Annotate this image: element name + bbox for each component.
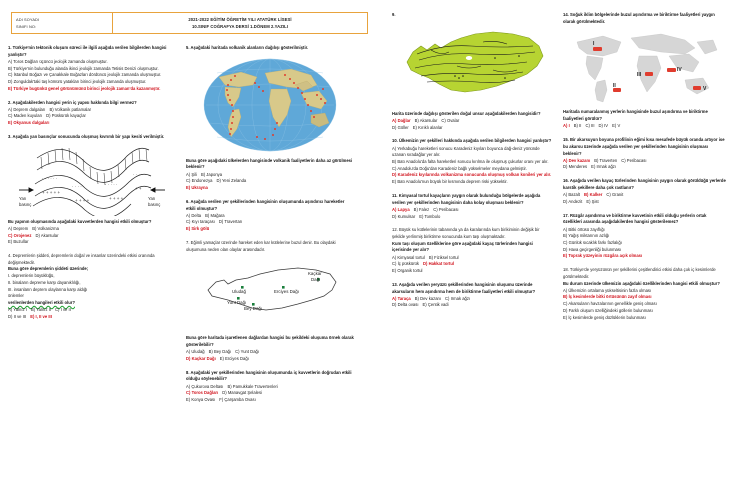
option[interactable]: C) Akarsuların havzalarının genellikle geniş olması [563, 301, 657, 307]
question-3 [8, 134, 176, 246]
option-selected[interactable]: C) Orojenez [8, 232, 32, 238]
option[interactable]: B) Falez [413, 206, 430, 212]
option-selected[interactable]: A) I [563, 123, 570, 129]
option[interactable]: E) V [612, 123, 621, 129]
question-18-lead: Bu durum üzerinde ülkemizin aşağıdaki özelliklerinden hangisi etkili olmuştur? [563, 280, 720, 286]
question-8 [186, 370, 354, 404]
option[interactable]: B) Yalnız II [30, 307, 52, 313]
question-2 [8, 100, 176, 127]
option[interactable]: B) Volkanik patlamalar [49, 106, 92, 112]
map-number-label: V [702, 86, 706, 93]
svg-text:+ + + + +: + + + + + [42, 189, 61, 195]
roman-item: III. insanların deprem olaylarına karşı aldığı [8, 286, 88, 292]
svg-text:basınç: basınç [148, 201, 161, 207]
question-17-options [563, 227, 726, 261]
svg-text:Yan: Yan [148, 195, 156, 201]
question-11 [392, 193, 552, 220]
svg-text:· · · ·: · · · · [133, 171, 143, 177]
question-5-followup: Buna göre aşağıdaki ülkelerden hangisinde volkanik faaliyetlerin daha az görülmesi beklenir? [186, 157, 353, 170]
name-field-label: ADI SOYADI [16, 17, 40, 23]
map-label: Yunt Dağı [227, 300, 247, 306]
page-gutter [374, 0, 388, 500]
question-16-options [563, 192, 726, 205]
option[interactable]: D) Göller [392, 124, 409, 130]
svg-text:basınç: basınç [19, 201, 32, 207]
question-7-stem: 7. Eğimli yamaçlar üzerinde hareket eden kar kütlelerine buzul denir. Bu olaydaki oluşumuna neden olan olaylar arasındadır. [186, 239, 336, 252]
question-4-lead: Buna göre depremlerin şiddeti üzerinde; [8, 266, 89, 272]
option[interactable]: D) Farklı oluşum özelliğindeki göllerin bulunması [563, 307, 653, 313]
svg-text:Yan: Yan [19, 195, 27, 201]
option[interactable]: A) Toros Dağları üçüncü jeolojik zamanda oluşmuştur. [8, 58, 108, 64]
question-15-options [563, 158, 726, 171]
question-2-stem: 2. Aşağıdakilerden hangisi yerin iç yapısı hakkında bilgi vermez? [8, 99, 137, 105]
world-numbered-map-svg [569, 28, 721, 106]
class-field-label: SINIFI NO: [16, 24, 37, 29]
roman-item: önlemler [8, 293, 24, 299]
option[interactable]: D) Travertan [218, 219, 243, 225]
map-number-label: II [612, 83, 616, 90]
option[interactable]: D) II ve III [8, 313, 27, 319]
question-8-options [186, 384, 354, 404]
question-14 [563, 12, 726, 130]
exam-title-line2: 10.SINIF COĞRAFYA DERSİ 1.DÖNEM 2.YAZILI [191, 24, 289, 29]
option-selected[interactable]: A) Lapya [392, 206, 410, 212]
question-6-options [186, 213, 354, 233]
question-12-lead: Kum taşı oluşum özelliklerine göre aşağıdaki kayaç türlerinden hangisi içerisinde yer alır? [392, 240, 533, 253]
svg-text:+ + + +: + + + + [109, 195, 124, 201]
question-13 [392, 282, 552, 309]
question-15-stem: 15. Bir akarsuyun boyuna profilinin eğimi kısa mesafede büyük oranda artıyor ise bu akarsu üzerinde aşağıda verilen yer şekillerinden hangisinin oluşması beklenir? [563, 137, 725, 156]
map-label: Kaçkar [308, 271, 322, 277]
option-selected[interactable]: E) Toprak yüzeyinin rüzgâra açık olması [563, 253, 643, 259]
option[interactable]: D) Kumulsar [392, 213, 416, 219]
option[interactable]: B) Bey Dağı [208, 349, 232, 355]
world-volcano-map-svg [195, 55, 345, 155]
question-7-options [186, 349, 354, 362]
question-16-stem: 16. Aşağıda verilen kayaç türlerinden hangisinin yaygın olarak görüldüğü yerlerde karstik şekillere daha çok rastlanır? [563, 178, 726, 190]
column-1 [8, 45, 176, 411]
option[interactable]: A) Ülkemizin ortalama yükseltisinin fazla olması [563, 287, 652, 293]
svg-text:+ + + +: + + + + [75, 197, 90, 203]
question-10-stem: 10. Ülkemizin yer şekilleri hakkında aşağıda verilen bilgilerden hangisi yanlıştır? [392, 138, 552, 144]
question-3-followup: Bu yapının oluşmasında aşağıdaki kuvvetlerden hangisi etkili olmuştur? [8, 218, 152, 224]
landmasses [577, 34, 717, 102]
question-4 [8, 253, 176, 321]
option[interactable]: A) Bitki örtüsü zayıflığı [563, 226, 605, 232]
fold-cross-section-svg [17, 144, 167, 216]
question-1 [8, 45, 176, 93]
left-page-columns [8, 45, 368, 411]
option-selected[interactable]: E) Sirk gölü [186, 226, 210, 232]
option[interactable]: E) Batı Anadolu'nun büyük bir kısmında deprem riski yüksektir. [392, 179, 508, 185]
option-selected[interactable]: E) Okyanus dalgaları [8, 120, 50, 126]
option-selected[interactable]: E) I, II ve III [30, 313, 52, 319]
option-selected[interactable]: C) Toros Dağları [186, 390, 219, 396]
option-selected[interactable]: D) Hakkat tortul [422, 261, 455, 267]
option[interactable]: A) Deprem [8, 225, 29, 231]
option[interactable]: B) Batı Anadolu'da falta hareketleri sonucu kırılma ile oluşmuş çukurlar oranı yer alır. [392, 159, 549, 165]
question-10 [392, 138, 552, 186]
option[interactable]: C) İç püskürük [392, 261, 419, 267]
option-selected[interactable]: B) Kalker [583, 192, 603, 198]
option[interactable]: D) Akarsular [35, 232, 59, 238]
question-3-stem: 3. Aşağıda yan basınçlar sonucunda oluşmuş kıvrımlı bir yapı kesiti verilmiştir. [8, 133, 165, 139]
option[interactable]: C) İstanbul Boğazı ve Çanakkale Boğazları dördüncü jeolojik zamanda oluşmuştur. [8, 72, 162, 78]
question-14-options [563, 123, 726, 130]
fold-cross-section-figure [8, 144, 176, 216]
option[interactable]: E) Organik tortul [392, 268, 423, 274]
question-12-options [392, 255, 552, 275]
option[interactable]: C) Yunt Dağı [235, 349, 260, 355]
question-17 [563, 213, 726, 261]
question-16 [563, 178, 726, 205]
question-14-stem: 14. Soğuk iklim bölgelerinde buzul aşındırma ve biriktirme faaliyetleri yaygın olarak görülmektedir. [563, 12, 715, 24]
question-18-stem: 18. Türkiye'de yeryüzünün yer şekillerini çeşitlendirici etkisi daha çok iç kesimlerde görülmektedir. [563, 267, 716, 279]
world-volcano-map-figure [186, 55, 354, 155]
map-number-label: I [592, 41, 594, 48]
option[interactable]: C) Peribacası [433, 206, 459, 212]
turkey-green-relief-map-figure [392, 22, 552, 108]
option-selected[interactable]: A) Dev kazanı [563, 157, 591, 163]
lake [466, 56, 472, 60]
question-6-stem: 6. Aşağıda verilen yer şekillerinden hangisinin oluşumunda aşındırıcı hareketler etkili olmuştur? [186, 198, 345, 211]
option-selected[interactable]: D) Karadeniz kıyılarında volkanizma sonucunda oluşmuş volkan konileri yer alır. [392, 172, 552, 178]
option[interactable]: E) Şist [586, 198, 599, 204]
page-right [388, 0, 737, 500]
option[interactable]: B) Mağara [205, 212, 225, 218]
map-label: Dağı [311, 277, 321, 283]
question-18-options [563, 288, 726, 322]
option[interactable]: F) Çarşamba Ovası [219, 397, 256, 403]
option[interactable]: A) Uludağ [186, 349, 205, 355]
map-label: Uludağ [232, 289, 246, 295]
option[interactable]: E) İç kesimlerde geniş düzlüklerin bulunması [563, 314, 646, 320]
map-label: Erciyes Dağı [274, 289, 299, 295]
option[interactable]: A) Delta [186, 212, 202, 218]
option[interactable]: C) Peribacası [621, 157, 647, 163]
exam-title-line1: 2021-2022 EĞİTİM ÖĞRETİM YILI ATATÜRK LİSESİ [188, 16, 292, 22]
question-15 [563, 137, 726, 171]
question-14-followup: Haritada numaralanmış yerlerin hangisinde buzul aşındırma ve biriktirme faaliyetleri görülür? [563, 109, 708, 122]
svg-text:· · · · · ·: · · · · · · [42, 175, 58, 181]
option[interactable]: B) Türkiye'nin bulunduğu alanda ikinci jeolojik zamanda Tetisis Denizi oluşmuştur. [8, 65, 159, 71]
question-4-ask: verilenlerden hangileri etkili olur? [8, 300, 75, 306]
option[interactable]: D) Manavgat Şelalesi [222, 390, 262, 396]
question-4-options [8, 307, 176, 320]
svg-text:· · · ·: · · · · [72, 183, 82, 189]
map-label: Bey Dağı [244, 306, 263, 312]
question-9 [392, 12, 552, 131]
option[interactable]: C) I ve II [55, 307, 71, 313]
question-9-followup: Harita üzerinde dağılışı gösterilen doğal unsur aşağıdakilerden hangisidir? [392, 110, 541, 116]
option[interactable]: C) Anadolu'da Doğu'dan Karadeniz bağlı yükselmeler meydana gelmiştir. [392, 165, 527, 171]
option[interactable]: A) Yerkabuğu hareketleri sonucu Karadeniz kıyıları boyunca dağ-deniz yönünde uzanan sıradağlar yer alır. [392, 145, 540, 158]
option[interactable]: B) Pamukkale Travertenleri [227, 383, 278, 389]
option[interactable]: A) Deprem dalgaları [8, 106, 46, 112]
option[interactable]: D) Zonguldak'taki taş kömürü yatakları birinci jeolojik zamanda oluşmuştur. [8, 79, 147, 85]
question-12-stem: 12. Büyük su kütlelerinin tabanında ya da karalarında kum birikiminin değişik bir şekilde yerlinmiş biriktirme sonucunda kum taşı oluşmaktadır. [392, 227, 540, 239]
option[interactable]: E) Buzullar [8, 239, 29, 245]
question-5-options [186, 172, 354, 192]
map-number-label: III [636, 72, 641, 79]
svg-text:+ +: + + [135, 185, 142, 191]
question-5-stem: 5. Aşağıdaki haritada volkanik alanların dağılışı gösterilmiştir. [186, 45, 309, 50]
roman-item: I. depremlerin büyüklüğü, [8, 273, 55, 279]
map-number-label: IV [676, 67, 682, 74]
option[interactable]: D) Püskürük kayaçlar [46, 113, 86, 119]
roman-item: II. binaların depreme karşı dayanıklılığı, [8, 279, 81, 285]
column-4 [563, 12, 726, 328]
option[interactable]: C) Granit [606, 192, 624, 198]
question-17-stem: 17. Rüzgâr aşındırma ve biriktirme kuvvetinin etkili olduğu yerlerin ortak özellikleri arasında aşağıdakilerden hangisi gösterilemez? [563, 212, 707, 225]
option[interactable]: A) Yalnız I [8, 307, 27, 313]
option[interactable]: A) Şili [186, 171, 197, 177]
question-9-stem: 9. [392, 12, 396, 17]
option[interactable]: E) Tombolo [419, 213, 441, 219]
question-5 [186, 45, 354, 192]
question-8-stem: 8. Aşağıdaki yer şekillerinden hangisinin oluşumunda iç kuvvetlerin doğrudan etkili olduğu söylenebilir? [186, 369, 352, 382]
option[interactable]: D) Yeni Zelanda [216, 178, 247, 184]
right-page-columns [392, 12, 731, 328]
option[interactable]: D) Menderes [563, 164, 588, 170]
option[interactable]: E) Konya Ovası [186, 397, 216, 403]
option[interactable]: A) Bazalt [563, 192, 580, 198]
option[interactable]: B) Yağış miktarının azlığı [563, 233, 610, 239]
exam-header-table [11, 12, 368, 34]
option[interactable]: B) Akarsular [414, 117, 438, 123]
question-1-stem: 1. Türkiye'nin tektonik oluşum süreci ile ilgili aşağıda verilen bilgilerden hangisi yanlıştır? [8, 45, 167, 57]
option[interactable]: A) Çukurova Deltası [186, 383, 224, 389]
turkey-green-relief-map-svg [397, 22, 547, 108]
option[interactable]: B) Fiziksel tortul [428, 254, 459, 260]
option[interactable]: B) Traverten [594, 157, 618, 163]
world-numbered-map-figure [563, 28, 726, 106]
question-10-options [392, 146, 552, 186]
option[interactable]: E) Kırıklı alanlar [412, 124, 443, 130]
option[interactable]: D) Andezit [563, 198, 583, 204]
question-13-stem: 13. Aşağıda verilen yeryüzü şekillerinden hangisinin oluşumu üzerinde akarsuların hem aşındırma hem de biriktirme faaliyetleri etkili olmuştur? [392, 281, 536, 294]
option[interactable]: C) Maden kuyuları [8, 113, 43, 119]
option[interactable]: B) Volkanizma [32, 225, 59, 231]
question-13-options [392, 296, 552, 309]
option-selected[interactable]: B) İç kesimlerde bitki örtüsünün zayıf olması [563, 294, 652, 300]
option[interactable]: B) Dev kazanı [414, 295, 442, 301]
question-3-options [8, 226, 176, 246]
exam-title-cell [113, 13, 367, 33]
option-selected[interactable]: A) Taraça [392, 295, 411, 301]
option[interactable]: E) Irmak ağzı [591, 164, 617, 170]
option-selected[interactable]: A) Dağlar [392, 117, 411, 123]
question-7-followup: Buna göre haritada işaretlenen dağlardan hangisi bu şekildeki oluşuma örnek olarak gösterilebilir? [186, 335, 354, 348]
question-11-options [392, 207, 552, 220]
question-1-options [8, 59, 176, 93]
option[interactable]: D) Delta ovası [392, 302, 419, 308]
question-11-stem: 11. Kimyasal tortul kayaçların yaygın olarak bulunduğu bölgelerde aşağıda verilen yer şekillerinden hangisinin daha kolay oluşması beklenir? [392, 192, 541, 205]
question-4-stem: 4. Depremlerin şiddeti, depremlerin doğal ve insanlar üzerindeki etkisi oranında değişmektedir. [8, 253, 155, 265]
question-9-options [392, 118, 552, 131]
option-selected[interactable]: D) Kaçkar Dağı [186, 356, 216, 361]
option[interactable]: C) Kıyı taraçası [186, 219, 215, 225]
column-2 [186, 45, 354, 411]
option[interactable]: D) Hava geçirgenliği bulunması [563, 246, 622, 252]
svg-text:· · · · ·: · · · · · [105, 181, 118, 187]
turkey-mountains-map-svg [194, 256, 346, 332]
option[interactable]: C) Irmak ağzı [445, 295, 471, 301]
turkey-outline [407, 32, 543, 92]
option[interactable]: B) II [573, 123, 582, 129]
option[interactable]: D) IV [598, 123, 609, 129]
option[interactable]: C) Endonezya [186, 178, 213, 184]
option[interactable]: C) III [585, 123, 595, 129]
question-18 [563, 267, 726, 321]
question-7 [186, 240, 354, 363]
question-2-options [8, 107, 176, 127]
question-12 [392, 227, 552, 275]
option-selected[interactable]: E) Türkiye bugünkü genel görünümünü birinci jeolojik zaman'da kazanmıştır. [8, 85, 161, 91]
option[interactable]: C) Günlük sıcaklık farkı fazlalığı [563, 239, 622, 245]
option[interactable]: C) Ovalar [441, 117, 460, 123]
column-3 [392, 12, 552, 328]
option[interactable]: B) Japonya [200, 171, 223, 177]
student-info-cell [12, 13, 113, 33]
option[interactable]: E) Erciyes Dağı [219, 356, 249, 361]
turkey-mountains-map-figure [186, 256, 354, 332]
question-6 [186, 199, 354, 233]
option-selected[interactable]: E) Ukrayna [186, 185, 208, 191]
option[interactable]: A) Kimyasal tortul [392, 254, 425, 260]
option[interactable]: E) Çentik vadi [422, 302, 449, 308]
